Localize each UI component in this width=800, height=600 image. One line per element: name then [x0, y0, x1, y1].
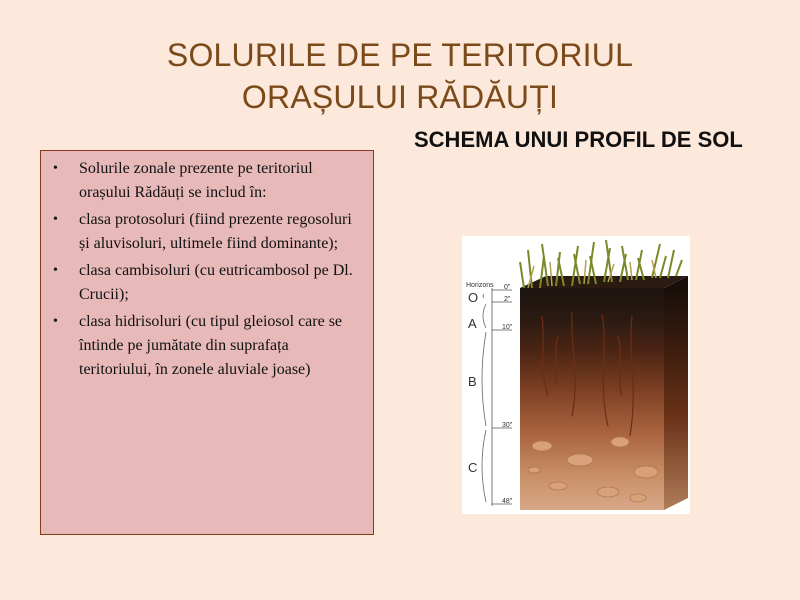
bullet-text-box [40, 150, 374, 535]
list-item-text: clasa hidrisoluri (cu tipul gleiosol care se întinde pe jumătate din suprafața teritoriului, în zonele aluviale joase) [79, 313, 343, 378]
list-item [49, 157, 363, 205]
list-item-text: clasa cambisoluri (cu eutricambosol pe Dl. Crucii); [79, 262, 353, 303]
bullet-list [49, 157, 363, 382]
bullet-icon: • [53, 212, 58, 227]
slide-title-line-1: SOLURILE DE PE TERITORIUL [166, 37, 634, 73]
depth-label-30: 30" [502, 422, 513, 429]
depth-label-48: 48" [502, 498, 513, 505]
horizons-label: Horizons [466, 282, 494, 289]
horizon-b-label: B [468, 374, 477, 389]
horizon-c-label: C [468, 460, 478, 475]
depth-label-2: 2" [504, 296, 511, 303]
bullet-icon: • [53, 263, 58, 278]
horizon-a-label: A [468, 316, 477, 331]
list-item [49, 259, 363, 307]
list-item-text: Solurile zonale prezente pe teritoriul orașului Rădăuți se includ în: [79, 160, 313, 201]
slide-title-line-2: ORAȘULUI RĂDĂUȚI [241, 79, 559, 115]
soil-side-face [664, 276, 688, 510]
slide-title [0, 34, 800, 118]
depth-ticks [492, 290, 512, 504]
horizon-braces [482, 294, 486, 502]
bullet-icon: • [53, 314, 58, 329]
soil-profile-illustration [462, 236, 690, 514]
list-item [49, 310, 363, 382]
list-item [49, 208, 363, 256]
depth-label-0: 0" [504, 284, 511, 291]
schema-label: SCHEMA UNUI PROFIL DE SOL [414, 127, 743, 152]
soil-profile-figure [462, 236, 690, 514]
list-item-text: clasa protosoluri (fiind prezente regosoluri și aluvisoluri, ultimele fiind dominante); [79, 211, 352, 252]
depth-label-10: 10" [502, 324, 513, 331]
bullet-icon: • [53, 161, 58, 176]
horizon-o-label: O [468, 290, 479, 305]
